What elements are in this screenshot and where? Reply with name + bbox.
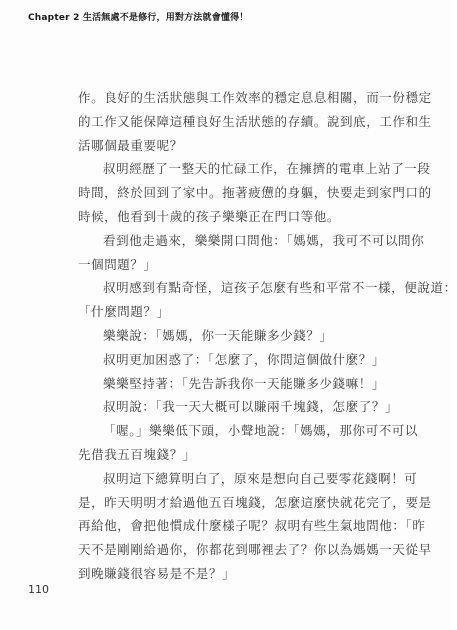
text-line: 樂樂堅持著：「先告訴我你一天能賺多少錢嘛！」 xyxy=(103,375,385,391)
text-line: 是，昨天明明才給過他五百塊錢，怎麼這麼快就花完了，要是 xyxy=(78,494,432,510)
text-line: 叔明經歷了一整天的忙碌工作，在擁擠的電車上站了一段 xyxy=(103,161,431,177)
text-line: 「喔。」樂樂低下頭，小聲地說：「媽媽，那你可不可以 xyxy=(103,423,419,439)
text-line: 叔明感到有點奇怪，這孩子怎麼有些和平常不一樣，便說道： xyxy=(103,280,457,296)
text-line: 看到他走過來，樂樂開口問他：「媽媽，我可不可以問你 xyxy=(103,232,425,248)
text-line: 到晚賺錢很容易是不是？」 xyxy=(78,565,236,581)
text-line: 時間，終於回到了家中。拖著疲憊的身軀，快要走到家門口的 xyxy=(78,185,432,201)
text-line: 天不是剛剛給過你，你都花到哪裡去了？你以為媽媽一天從早 xyxy=(78,542,432,558)
text-line: 活哪個最重要呢？ xyxy=(78,137,183,153)
text-line: 先借我五百塊錢？」 xyxy=(78,446,196,462)
page-number: 110 xyxy=(28,583,49,596)
text-line: 叔明這下總算明白了，原來是想向自己要零花錢啊！可 xyxy=(103,470,418,486)
text-line: 再給他，會把他慣成什麼樣子呢？叔明有些生氣地問他：「昨 xyxy=(78,518,426,534)
body-text xyxy=(78,86,457,586)
text-line: 的工作又能保障這種良好生活狀態的存續。說到底，工作和生 xyxy=(78,113,432,129)
text-line: 作。良好的生活狀態與工作效率的穩定息息相關，而一份穩定 xyxy=(78,90,432,105)
text-line: 「什麼問題？」 xyxy=(78,304,170,320)
text-line: 叔明更加困惑了：「怎麼了，你問這個做什麼？」 xyxy=(103,351,385,367)
running-header: Chapter 2 生活無處不是修行，用對方法就會懂得！ xyxy=(28,13,249,23)
text-line: 一個問題？」 xyxy=(78,256,157,272)
text-line: 叔明說：「我一天大概可以賺兩千塊錢，怎麼了？」 xyxy=(103,399,399,415)
text-line: 時候，他看到十歲的孩子樂樂正在門口等他。 xyxy=(78,208,341,224)
text-line: 樂樂說：「媽媽，你一天能賺多少錢？」 xyxy=(103,327,333,343)
